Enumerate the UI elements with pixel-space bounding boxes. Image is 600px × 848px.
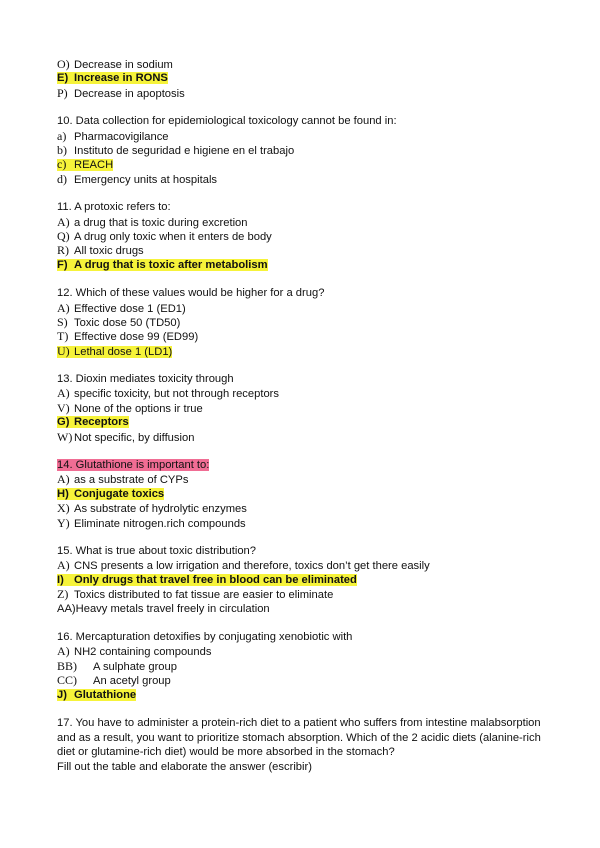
highlighted-answer — [57, 159, 113, 171]
option-letter: H) — [57, 487, 69, 500]
option-text: NH2 containing compounds — [74, 646, 212, 659]
option — [57, 243, 557, 257]
option — [57, 129, 557, 143]
option-letter: d) — [57, 171, 67, 186]
question-10 — [57, 114, 557, 186]
option — [57, 301, 557, 315]
highlighted-answer — [57, 343, 173, 358]
highlighted-answer — [57, 416, 129, 428]
option-letter: G) — [57, 416, 70, 429]
option-text: Receptors — [74, 416, 129, 429]
option-letter: E) — [57, 72, 69, 85]
question-text: 11. A protoxic refers to: — [57, 201, 171, 214]
option-text: An acetyl group — [93, 675, 171, 688]
question-text: 10. Data collection for epidemiological toxicology cannot be found in: — [57, 115, 397, 128]
option-text: Effective dose 99 (ED99) — [74, 331, 199, 344]
highlighted-answer — [57, 259, 268, 271]
option — [57, 472, 557, 486]
option-answer — [57, 344, 557, 358]
option-letter: P) — [57, 85, 68, 100]
option — [57, 86, 557, 100]
option-text: Decrease in sodium — [74, 59, 173, 71]
option — [57, 143, 557, 157]
option-text: Emergency units at hospitals — [74, 173, 218, 186]
option — [57, 587, 557, 601]
option-letter: Y) — [57, 515, 70, 530]
option-text: Only drugs that travel free in blood can be eliminated — [74, 573, 357, 586]
option-answer — [57, 71, 557, 85]
option-answer — [57, 157, 557, 171]
option-text: A drug only toxic when it enters de body — [74, 230, 272, 243]
question-text-row — [57, 458, 557, 472]
option — [57, 329, 557, 343]
option-letter: T) — [57, 329, 69, 344]
option-letter: A) — [57, 214, 70, 229]
option-text: A sulphate group — [93, 660, 177, 673]
highlighted-answer — [57, 72, 168, 84]
option-letter: A) — [57, 300, 70, 315]
option-answer — [57, 487, 557, 501]
option-text: Decrease in apoptosis — [74, 87, 185, 100]
option-text: Instituto de seguridad e higiene en el trabajo — [74, 144, 295, 157]
option — [57, 401, 557, 415]
option-letter: F) — [57, 258, 68, 271]
option-text: Eliminate nitrogen.rich compounds — [74, 517, 246, 530]
option-letter: I) — [57, 573, 64, 586]
option — [57, 602, 557, 616]
question-text: 15. What is true about toxic distribution? — [57, 545, 256, 558]
option-letter: A) — [57, 386, 70, 401]
option — [57, 215, 557, 229]
question-paragraph: 17. You have to administer a protein-rich diet to a patient who suffers from intestine malabsorption and as a result, you want to prioritize stomach absorption. Which of the 2 acidic diets (alanine-rich diet or glutamine-rich diet) would be more absorbed in the stomach? — [57, 716, 541, 759]
question-text: 12. Which of these values would be higher for a drug? — [57, 287, 325, 300]
option — [57, 430, 557, 444]
option — [57, 229, 557, 243]
option-text: CNS presents a low irrigation and therefore, toxics don’t get there easily — [74, 560, 430, 573]
option-answer — [57, 415, 557, 429]
question-13 — [57, 372, 557, 444]
highlighted-answer — [57, 574, 357, 586]
option-text: Increase in RONS — [74, 72, 168, 85]
option-letter: BB) — [57, 658, 78, 673]
option-answer — [57, 688, 557, 702]
question-12 — [57, 286, 557, 358]
question-text: 13. Dioxin mediates toxicity through — [57, 373, 234, 386]
option-text: Not specific, by diffusion — [74, 431, 195, 444]
option-letter: J) — [57, 688, 67, 701]
option-text: All toxic drugs — [74, 245, 144, 258]
question-text: 14. Glutathione is important to: — [57, 459, 210, 472]
option-letter: A) — [57, 644, 70, 659]
option — [57, 501, 557, 515]
option-letter: W) — [57, 429, 73, 444]
option-answer — [57, 258, 557, 272]
option-letter: V) — [57, 400, 70, 415]
option-letter: A) — [57, 472, 70, 487]
option-letter: X) — [57, 501, 70, 516]
option-text: a drug that is toxic during excretion — [74, 216, 248, 229]
question-9 — [57, 57, 557, 100]
option — [57, 516, 557, 530]
option — [57, 386, 557, 400]
option — [57, 57, 557, 71]
option — [57, 315, 557, 329]
option-text: Heavy metals travel freely in circulation — [75, 602, 270, 615]
highlighted-answer — [57, 488, 164, 500]
option-letter: A) — [57, 558, 70, 573]
option — [57, 172, 557, 186]
option-text: Toxic dose 50 (TD50) — [74, 316, 181, 329]
option-text: Lethal dose 1 (LD1) — [74, 345, 173, 358]
option-letter: R) — [57, 243, 69, 258]
option-letter: AA) — [57, 602, 76, 615]
option-letter: S) — [57, 314, 68, 329]
option-letter: U) — [57, 343, 70, 358]
question-text: 16. Mercapturation detoxifies by conjugating xenobiotic with — [57, 630, 353, 643]
option-text: as a substrate of CYPs — [74, 474, 189, 487]
question-16 — [57, 630, 557, 702]
option-letter: CC) — [57, 673, 78, 688]
option-letter: a) — [57, 128, 67, 143]
option-letter: b) — [57, 142, 67, 157]
question-11 — [57, 200, 557, 272]
highlighted-answer — [57, 689, 136, 701]
option-text: A drug that is toxic after metabolism — [74, 258, 268, 271]
question-15 — [57, 544, 557, 616]
document-page — [57, 57, 557, 774]
question-17 — [57, 716, 557, 774]
option-text: None of the options ir true — [74, 402, 203, 415]
option-text: As substrate of hydrolytic enzymes — [74, 503, 247, 516]
option — [57, 673, 557, 687]
option-text: REACH — [74, 159, 114, 172]
option-text: Glutathione — [74, 688, 137, 701]
option — [57, 558, 557, 572]
option-text: specific toxicity, but not through receptors — [74, 388, 279, 401]
option — [57, 644, 557, 658]
option-answer — [57, 573, 557, 587]
option-letter: Q) — [57, 228, 70, 243]
question-14 — [57, 458, 557, 530]
option-letter: O) — [57, 57, 70, 71]
option-letter: c) — [57, 157, 67, 172]
option-text: Effective dose 1 (ED1) — [74, 302, 186, 315]
option — [57, 659, 557, 673]
option-text: Conjugate toxics — [74, 487, 165, 500]
option-text: Toxics distributed to fat tissue are easier to eliminate — [74, 589, 334, 602]
option-text: Pharmacovigilance — [74, 130, 169, 143]
question-instruction: Fill out the table and elaborate the answer (escribir) — [57, 760, 312, 773]
option-letter: Z) — [57, 587, 69, 602]
